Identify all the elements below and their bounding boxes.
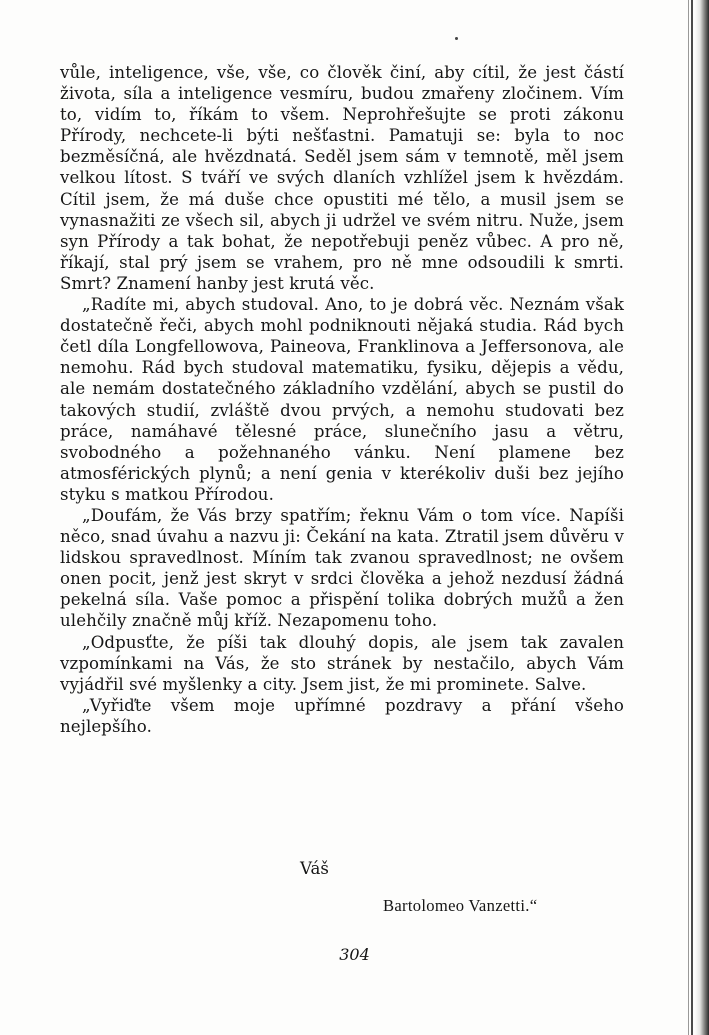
signature: Bartolomeo Vanzetti.“ <box>383 896 538 915</box>
paragraph-5: „Vyřiďte všem moje upřímné pozdravy a přání všeho nejlepšího. <box>60 695 624 736</box>
paragraph-2: „Radíte mi, abych studoval. Ano, to je dobrá věc. Neznám však dostatečně řeči, abych mohl podniknouti nějaká studia. Rád bych četl díla Longfellowova, Paineova, Franklinova a Jeffersonova, ale nemohu. Rád bych studoval matematiku, fysiku, dějepis a vědu, ale nemám dostatečného základního vzdělání, abych se pustil do takových studií, zvláště dvou prvých, a nemohu studovati bez práce, namáhavé tělesné práce, slunečního jasu a větru, svobodného a požehnaného vánku. Není plamene bez atmosférických plynů; a není genia v kterékoliv duši bez jejího styku s matkou Přírodou. <box>60 295 624 504</box>
closing-salutation: Váš <box>300 859 329 878</box>
paragraph-3: „Doufám, že Vás brzy spatřím; řeknu Vám o tom více. Napíši něco, snad úvahu a nazvu ji: Čekání na kata. Ztratil jsem důvěru v lidskou spravedlnost. Míním tak zvanou spravedlnost; ne ovšem onen pocit, jenž jest skryt v srdci člověka a jehož nezdusí žádná pekelná síla. Vaše pomoc a přispění tolika dobrých mužů a žen ulehčily značně můj kříž. Nezapomenu toho. <box>60 505 624 631</box>
page-edge-shadow <box>695 0 709 1035</box>
paragraph-1: vůle, inteligence, vše, vše, co člověk činí, aby cítil, že jest částí života, síla a inteligence vesmíru, budou zmařeny zločinem. Vím to, vidím to, říkám to všem. Neprohřešujte se proti zákonu Přírody, nechcete-li býti nešťastni. Pamatuji se: byla to noc bezměsíčná, ale hvězdnatá. Seděl jsem sám v temnotě, měl jsem velkou lítost. S tváří ve svých dlaních vzhlížel jsem k hvězdám. Cítil jsem, že má duše chce opustiti mé tělo, a musil jsem se vynasnažiti ze všech sil, abych ji udržel ve svém nitru. Nuže, jsem syn Přírody a tak bohat, že nepotřebuji peněz vůbec. A pro ně, říkají, stal prý jsem se vrahem, pro ně mne odsoudili k smrti. Smrt? Znamení hanby jest krutá věc. <box>60 63 624 293</box>
binding-edge-line <box>691 0 693 1035</box>
paragraph-4: „Odpusťte, že píši tak dlouhý dopis, ale jsem tak zavalen vzpomínkami na Vás, že sto stránek by nestačilo, abych Vám vyjádřil své myšlenky a city. Jsem jist, že mi prominete. Salve. <box>60 632 624 694</box>
page-number: 304 <box>339 945 370 964</box>
letter-body <box>60 62 624 737</box>
ink-speck <box>455 37 458 40</box>
binding-shadow-line <box>688 0 689 1035</box>
